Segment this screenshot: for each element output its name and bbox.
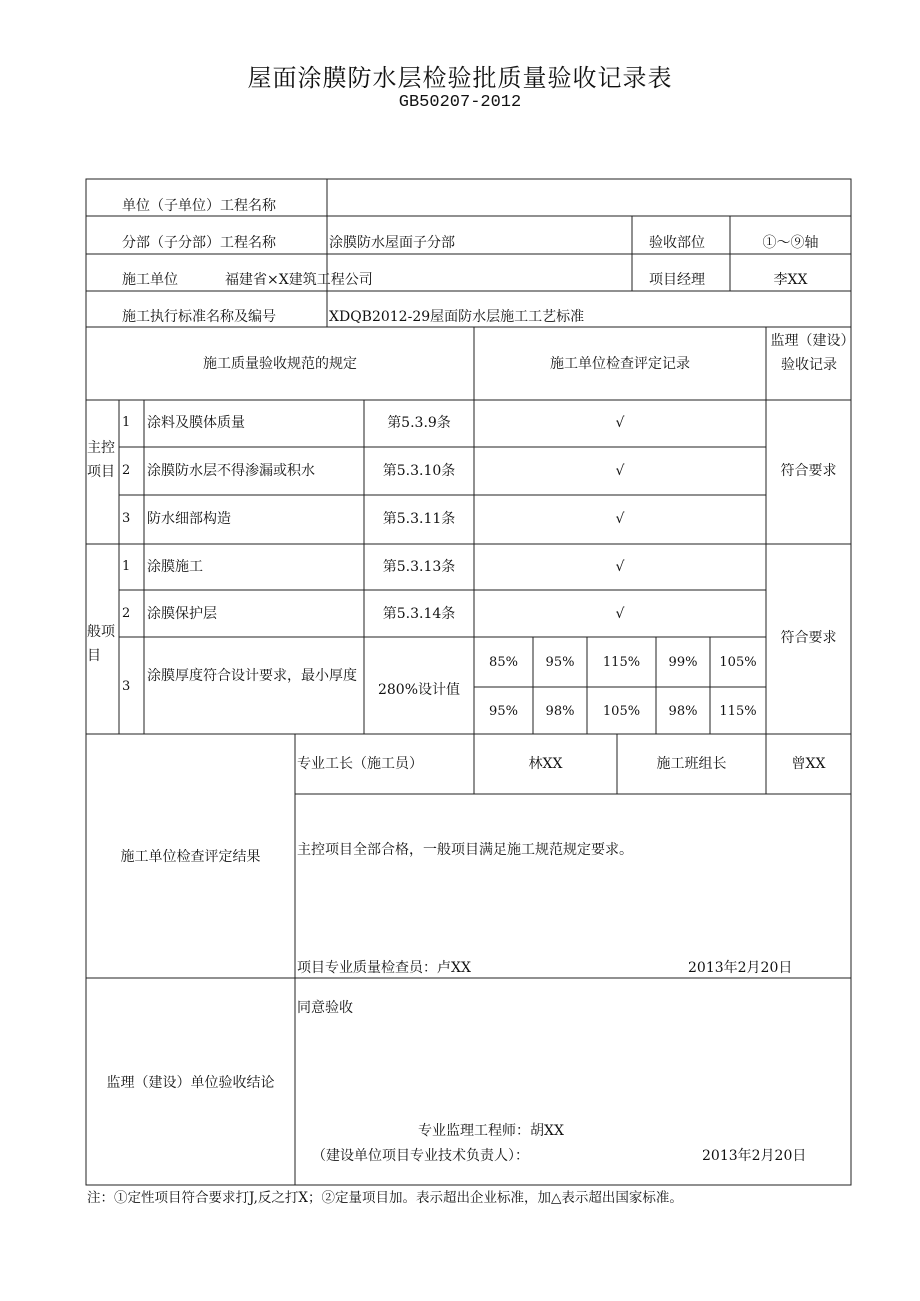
main-item-name: 涂料及膜体质量 — [147, 415, 245, 431]
main-item-clause: 第5.3.11条 — [382, 511, 456, 527]
main-item-name: 涂膜防水层不得渗漏或积水 — [147, 463, 315, 479]
general-label: 般项目 — [87, 624, 115, 664]
manager-value: 李XX — [773, 272, 808, 288]
manager-label: 项目经理 — [649, 272, 705, 288]
general-item-no: 2 — [122, 606, 131, 621]
supervision-date: 2013年2月20日 — [702, 1148, 807, 1164]
main-item-no: 3 — [122, 511, 131, 526]
acceptance-part-label: 验收部位 — [649, 235, 705, 251]
unit-name-label: 单位（子单位）工程名称 — [122, 198, 276, 214]
standard-value: XDQB2012-29屋面防水层施工工艺标准 — [329, 309, 585, 325]
general-item-record: √ — [615, 606, 625, 622]
standard-code: GB50207-2012 — [398, 93, 522, 112]
standard-label: 施工执行标准名称及编号 — [122, 309, 276, 325]
owner-representative: （建设单位项目专业技术负责人）： — [312, 1148, 529, 1164]
foreman-label: 专业工长（施工员） — [297, 756, 423, 772]
subdivision-label: 分部（子分部）工程名称 — [122, 235, 276, 251]
record-header: 施工单位检查评定记录 — [550, 356, 690, 372]
contractor-conclusion: 主控项目全部合格，一般项目满足施工规范规定要求。 — [297, 842, 633, 858]
thickness-value: 85% — [489, 655, 518, 670]
thickness-value: 115% — [602, 655, 641, 670]
main-item-record: √ — [615, 415, 625, 431]
thickness-value: 98% — [545, 704, 575, 719]
supervision-result-label: 监理（建设）单位验收结论 — [106, 1075, 275, 1091]
main-control-result: 符合要求 — [780, 463, 837, 479]
main-item-clause: 第5.3.10条 — [382, 463, 456, 479]
general-item-no: 3 — [122, 679, 131, 694]
general-item-no: 1 — [122, 559, 131, 574]
main-item-no: 2 — [122, 463, 131, 478]
general-item-clause: 280%设计值 — [377, 682, 461, 698]
general-item-record: √ — [615, 559, 625, 575]
subdivision-value: 涂膜防水屋面子分部 — [329, 235, 455, 251]
foreman-value: 林XX — [528, 756, 563, 772]
thickness-value: 115% — [719, 704, 757, 719]
thickness-value: 105% — [602, 704, 641, 719]
thickness-value: 98% — [668, 704, 698, 719]
contractor-label: 施工单位 — [122, 272, 178, 288]
general-item-name: 涂膜厚度符合设计要求，最小厚度 — [147, 668, 357, 684]
page-title: 屋面涂膜防水层检验批质量验收记录表 — [247, 64, 673, 92]
main-item-record: √ — [615, 463, 625, 479]
contractor-result-label: 施工单位检查评定结果 — [120, 849, 261, 865]
contractor-date: 2013年2月20日 — [688, 960, 793, 976]
thickness-value: 95% — [545, 655, 575, 670]
general-item-clause: 第5.3.13条 — [382, 559, 456, 575]
main-item-clause: 第5.3.9条 — [387, 415, 451, 431]
team-leader-label: 施工班组长 — [656, 756, 727, 772]
contractor-value: 福建省×X建筑工程公司 — [225, 272, 373, 288]
supervising-engineer: 专业监理工程师：胡XX — [418, 1123, 564, 1139]
thickness-value: 99% — [668, 655, 698, 670]
general-item-clause: 第5.3.14条 — [382, 606, 456, 622]
main-item-name: 防水细部构造 — [147, 511, 231, 527]
thickness-value: 105% — [719, 655, 757, 670]
acceptance-part-value: ①～⑨轴 — [762, 235, 819, 251]
thickness-value: 95% — [489, 704, 518, 719]
main-item-no: 1 — [122, 415, 131, 430]
general-item-name: 涂膜施工 — [147, 559, 203, 575]
team-leader-value: 曾XX — [791, 756, 826, 772]
general-item-name: 涂膜保护层 — [147, 606, 217, 622]
quality-inspector: 项目专业质量检查员：卢XX — [297, 960, 471, 976]
main-item-record: √ — [615, 511, 625, 527]
main-control-label: 主控项目 — [87, 440, 115, 480]
footnote: 注：①定性项目符合要求打J,反之打X；②定量项目加。表示超出企业标准，加△表示超出国家标准。 — [87, 1190, 683, 1206]
supervision-header: 监理（建设）验收记录 — [770, 333, 848, 373]
spec-header: 施工质量验收规范的规定 — [203, 356, 357, 372]
general-result: 符合要求 — [780, 630, 837, 646]
supervision-conclusion: 同意验收 — [297, 1000, 353, 1016]
